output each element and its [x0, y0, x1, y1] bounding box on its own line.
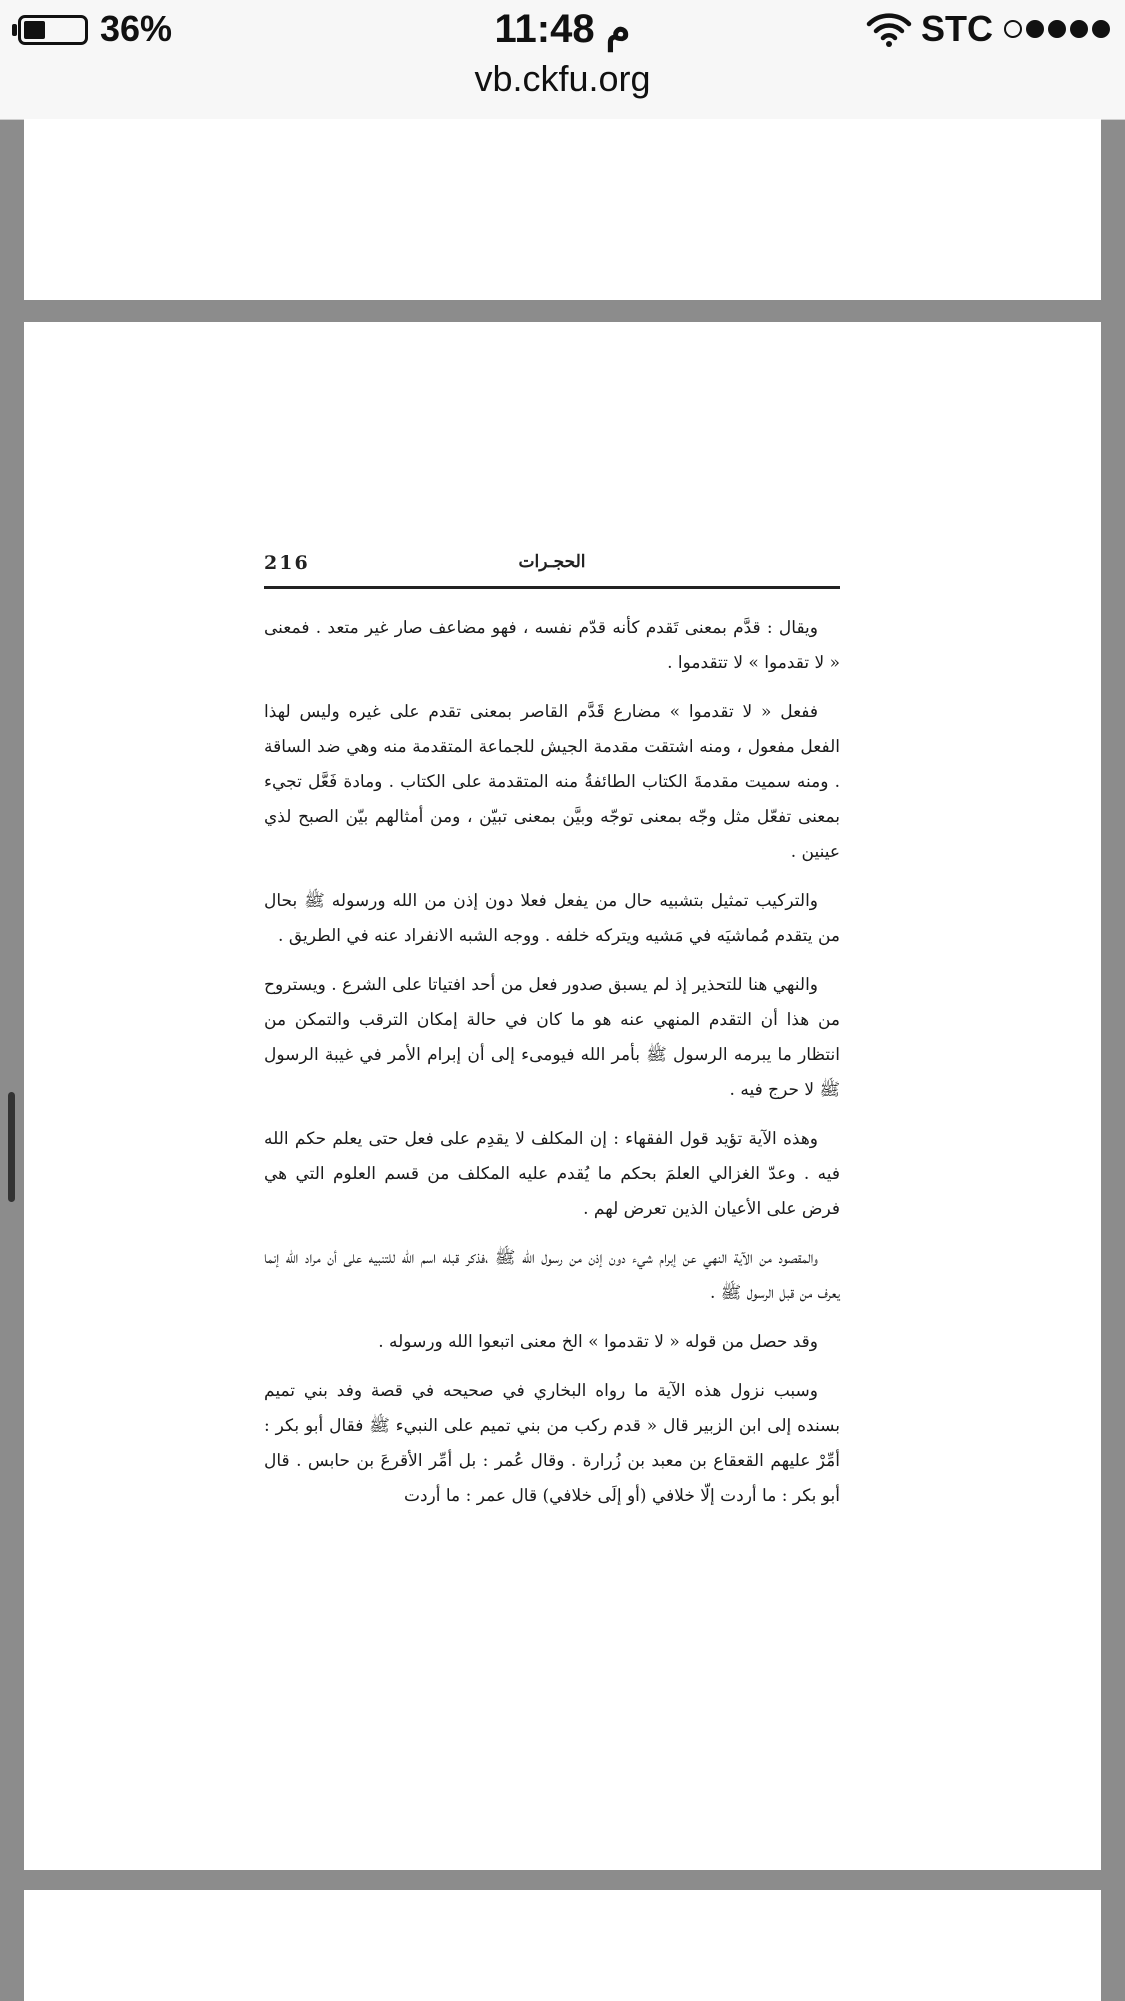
signal-dot	[1070, 20, 1088, 38]
page-number: 216	[264, 552, 310, 574]
signal-dot	[1092, 20, 1110, 38]
paragraph: والنهي هنا للتحذير إذ لم يسبق صدور فعل من أحد افتياتا على الشرع . ويستروح من هذا أن التقدم المنهي عنه هو ما كان في حالة إمكان الترقب والتمكن من انتظار ما يبرمه الرسول ﷺ بأمر الله فيومىء إلى أن إبرام الأمر في غيبة الرسول ﷺ لا حرج فيه .	[264, 975, 840, 1100]
paragraph: وقد حصل من قوله « لا تقدموا » الخ معنى اتبعوا الله ورسوله .	[378, 1332, 818, 1352]
signal-dot	[1048, 20, 1066, 38]
signal-strength-icon	[1004, 20, 1110, 38]
next-page[interactable]	[24, 1890, 1101, 2001]
previous-page[interactable]	[24, 119, 1101, 300]
paragraph: والمقصود من الآية النهي عن إبرام شيء دون إذن من رسول الله ﷺ ،فذكر قبله اسم الله للتنبيه على أن مراد الله إنما يعرف من قبل الرسول ﷺ .	[264, 1248, 840, 1303]
status-time: 11:48 م	[494, 7, 631, 51]
browser-top-bar	[0, 0, 1125, 120]
carrier-name: STC	[921, 8, 993, 49]
battery-percent: 36%	[100, 8, 173, 49]
signal-dot	[1026, 20, 1044, 38]
url-address-bar[interactable]: vb.ckfu.org	[474, 58, 651, 99]
paragraph: ويقال : قدَّم بمعنى تَقدم كأنه قدّم نفسه ، فهو مضاعف صار غير متعد . فمعنى « لا تقدموا » لا تتقدموا .	[264, 618, 840, 673]
page-body-text	[264, 611, 840, 1514]
signal-dot	[1004, 20, 1022, 38]
page-header	[264, 548, 840, 589]
book-page-content	[264, 548, 840, 1528]
paragraph: وهذه الآية تؤيد قول الفقهاء : إن المكلف لا يقدِم على فعل حتى يعلم حكم الله فيه . وعدّ الغزالي العلمَ بحكم ما يُقدم عليه المكلف من قسم العلوم التي هي فرض على الأعيان الذين تعرض لهم .	[264, 1129, 840, 1219]
scroll-handle[interactable]	[8, 1092, 15, 1202]
paragraph: وسبب نزول هذه الآية ما رواه البخاري في صحيحه في قصة وفد بني تميم بسنده إلى ابن الزبير قال « قدم ركب من بني تميم على النبيء ﷺ فقال أبو بكر : أمِّرْ عليهم القعقاع بن معبد بن زُرارة . وقال عُمر : بل أمِّر الأقرعَ بن حابس . قال أبو بكر : ما أردت إلّا خلافي (أو إلَى خلافي) قال عمر : ما أردت	[264, 1381, 840, 1506]
wifi-icon	[866, 12, 912, 48]
status-bar	[0, 0, 1125, 60]
paragraph: والتركيب تمثيل بتشبيه حال من يفعل فعلا دون إذن من الله ورسوله ﷺ بحال من يتقدم مُماشيَه في مَشيه ويتركه خلفه . ووجه الشبه الانفراد عنه في الطريق .	[264, 891, 840, 946]
paragraph: ففعل « لا تقدموا » مضارع قَدَّم القاصر بمعنى تقدم على غيره وليس لهذا الفعل مفعول ، ومنه اشتقت مقدمة الجيش للجماعة المتقدمة منه وهي ضد الساقة . ومنه سميت مقدمةَ الكتاب الطائفةُ منه المتقدمة على الكتاب . ومادة فَعَّل تجيء بمعنى تفعّل مثل وجّه بمعنى توجّه وبيَّن بمعنى تبيّن ، ومن أمثالهم بيّن الصبح لذي عينين .	[264, 702, 840, 862]
running-title: الحجـرات	[518, 552, 586, 572]
